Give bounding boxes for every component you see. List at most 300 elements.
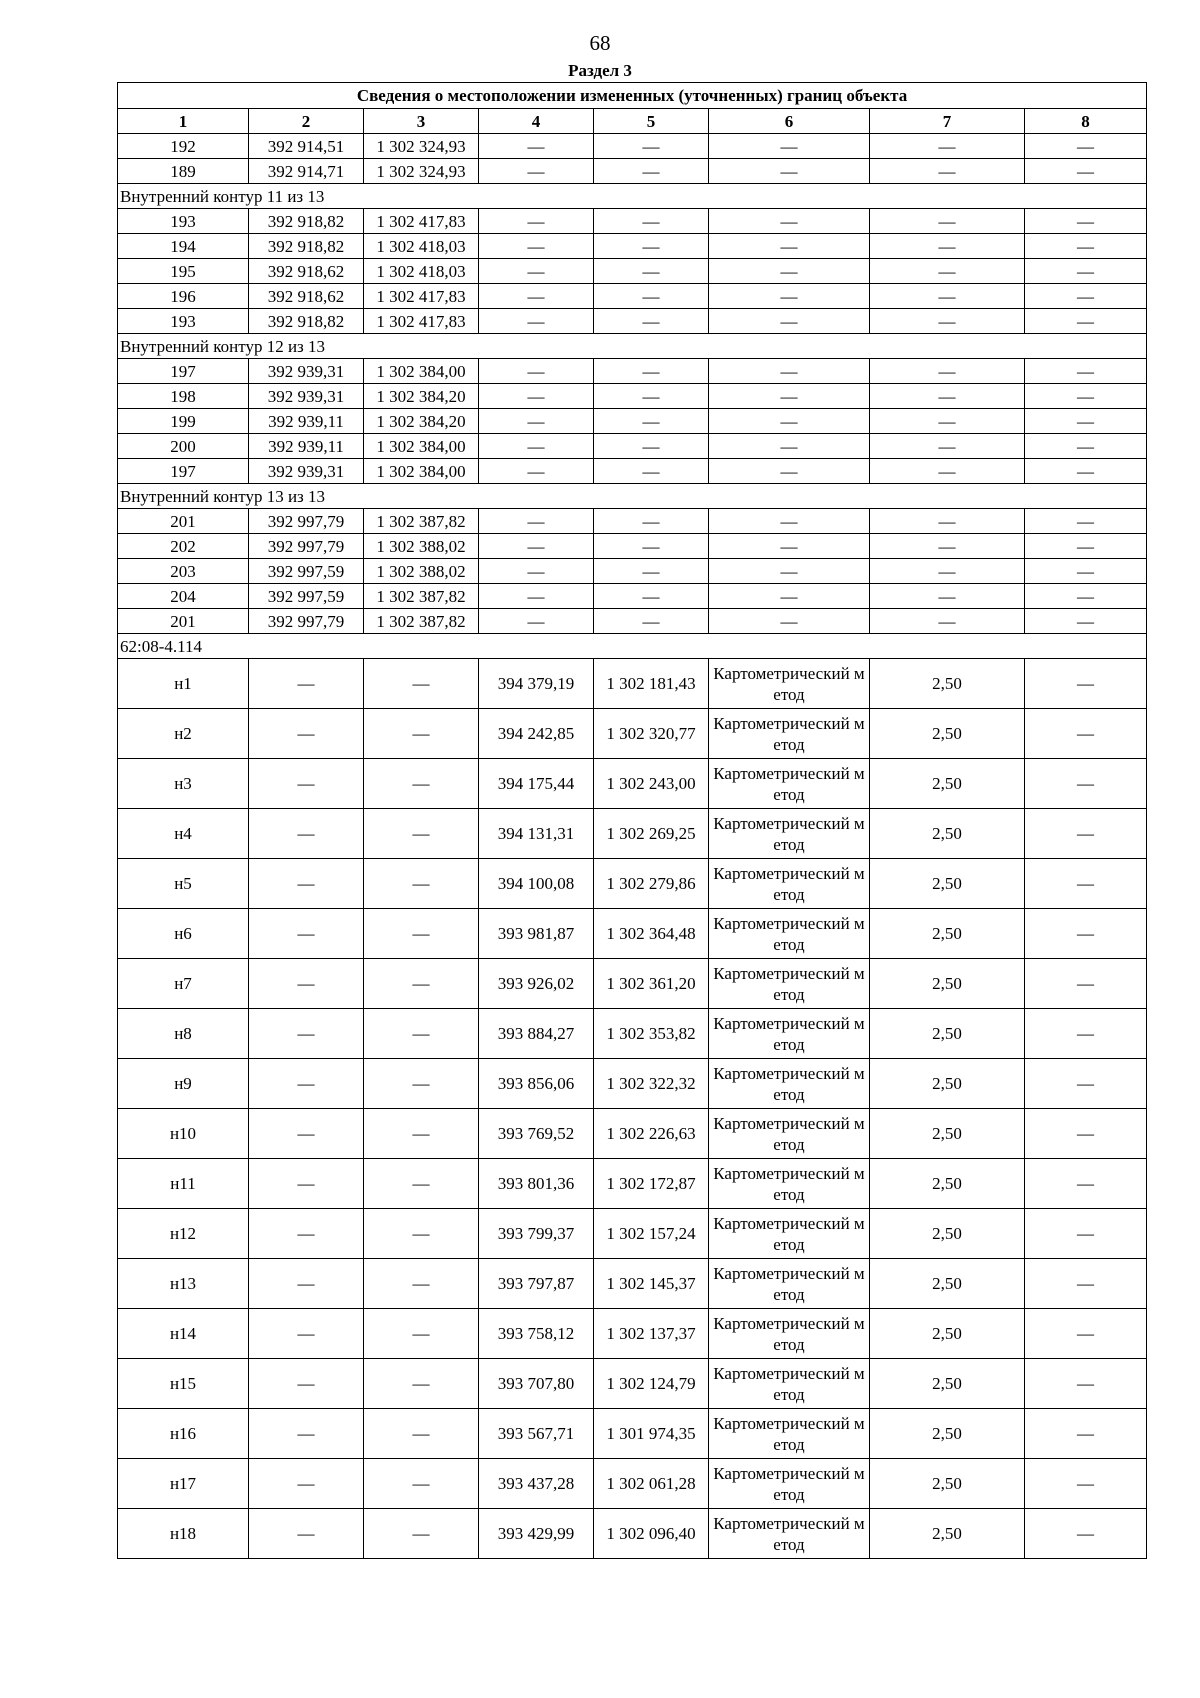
cell-y-existing: 1 302 417,83 (364, 284, 479, 309)
cell-y-new: 1 302 322,32 (594, 1059, 709, 1109)
contour-label: Внутренний контур 13 из 13 (118, 484, 1147, 509)
cell-x-new: 394 379,19 (479, 659, 594, 709)
cell-description: — (1025, 1109, 1147, 1159)
table-row (118, 859, 1147, 909)
cell-y-existing: — (364, 759, 479, 809)
table-row (118, 534, 1147, 559)
cell-x-existing: — (249, 959, 364, 1009)
cell-point-number: 192 (118, 134, 249, 159)
cell-description: — (1025, 384, 1147, 409)
cell-x-existing: — (249, 1359, 364, 1409)
cell-accuracy: — (870, 209, 1025, 234)
contour-group-row (118, 334, 1147, 359)
cell-method: — (709, 559, 870, 584)
cell-y-new: 1 302 157,24 (594, 1209, 709, 1259)
cell-y-new: — (594, 534, 709, 559)
cell-accuracy: — (870, 134, 1025, 159)
column-number-6: 6 (709, 109, 870, 134)
cell-x-new: — (479, 234, 594, 259)
cell-point-number: 197 (118, 359, 249, 384)
cell-y-new: 1 302 096,40 (594, 1509, 709, 1559)
cell-y-new: — (594, 559, 709, 584)
cell-x-new: 393 801,36 (479, 1159, 594, 1209)
cell-x-new: 393 981,87 (479, 909, 594, 959)
cell-accuracy: 2,50 (870, 1309, 1025, 1359)
cell-method: — (709, 159, 870, 184)
cell-accuracy: — (870, 509, 1025, 534)
cell-x-existing: — (249, 859, 364, 909)
cell-y-new: 1 302 364,48 (594, 909, 709, 959)
cell-x-new: 393 797,87 (479, 1259, 594, 1309)
cell-x-existing: — (249, 909, 364, 959)
contour-label: 62:08-4.114 (118, 634, 1147, 659)
cell-method: Картометрический метод (709, 1009, 870, 1059)
cell-point-number: н6 (118, 909, 249, 959)
cell-method: — (709, 234, 870, 259)
cell-y-existing: 1 302 384,20 (364, 409, 479, 434)
cell-x-existing: — (249, 1109, 364, 1159)
cell-x-existing: 392 997,79 (249, 509, 364, 534)
cell-point-number: 201 (118, 509, 249, 534)
table-row (118, 559, 1147, 584)
cell-point-number: 200 (118, 434, 249, 459)
cell-accuracy: 2,50 (870, 1009, 1025, 1059)
cell-method: Картометрический метод (709, 1209, 870, 1259)
cell-point-number: 201 (118, 609, 249, 634)
cell-accuracy: 2,50 (870, 1059, 1025, 1109)
table-row (118, 459, 1147, 484)
cell-y-new: 1 302 181,43 (594, 659, 709, 709)
cell-description: — (1025, 159, 1147, 184)
cell-x-existing: — (249, 709, 364, 759)
cell-accuracy: 2,50 (870, 1409, 1025, 1459)
cell-y-new: 1 302 353,82 (594, 1009, 709, 1059)
cell-x-existing: 392 918,62 (249, 284, 364, 309)
cell-x-new: 393 567,71 (479, 1409, 594, 1459)
table-row (118, 759, 1147, 809)
table-row (118, 584, 1147, 609)
cell-description: — (1025, 609, 1147, 634)
cell-description: — (1025, 134, 1147, 159)
table-row (118, 509, 1147, 534)
cell-description: — (1025, 759, 1147, 809)
cell-description: — (1025, 1259, 1147, 1309)
table-caption: Сведения о местоположении измененных (уточненных) границ объекта (118, 83, 1147, 109)
cell-y-existing: — (364, 1059, 479, 1109)
cell-x-existing: 392 918,62 (249, 259, 364, 284)
cell-y-new: 1 302 124,79 (594, 1359, 709, 1409)
cell-point-number: 196 (118, 284, 249, 309)
cell-x-new: — (479, 159, 594, 184)
table-body (118, 83, 1147, 1559)
cell-method: Картометрический метод (709, 1109, 870, 1159)
cell-description: — (1025, 284, 1147, 309)
cell-accuracy: 2,50 (870, 809, 1025, 859)
cell-description: — (1025, 559, 1147, 584)
cell-method: — (709, 134, 870, 159)
cell-y-new: — (594, 434, 709, 459)
cell-y-existing: — (364, 709, 479, 759)
cell-description: — (1025, 534, 1147, 559)
cell-y-new: — (594, 609, 709, 634)
table-row (118, 909, 1147, 959)
cell-x-existing: 392 939,31 (249, 459, 364, 484)
cell-x-new: — (479, 559, 594, 584)
cell-x-existing: — (249, 1309, 364, 1359)
cell-y-existing: 1 302 384,00 (364, 434, 479, 459)
table-row (118, 134, 1147, 159)
cell-y-new: 1 301 974,35 (594, 1409, 709, 1459)
cell-method: Картометрический метод (709, 1509, 870, 1559)
cell-description: — (1025, 1009, 1147, 1059)
table-row (118, 309, 1147, 334)
cell-x-new: 394 175,44 (479, 759, 594, 809)
cell-y-existing: — (364, 959, 479, 1009)
cell-accuracy: 2,50 (870, 1259, 1025, 1309)
cell-x-new: 393 799,37 (479, 1209, 594, 1259)
cell-method: Картометрический метод (709, 1359, 870, 1409)
cell-accuracy: 2,50 (870, 1459, 1025, 1509)
cell-method: Картометрический метод (709, 1309, 870, 1359)
cell-method: Картометрический метод (709, 1459, 870, 1509)
cell-y-existing: — (364, 1159, 479, 1209)
cell-y-new: — (594, 284, 709, 309)
cell-x-new: 393 437,28 (479, 1459, 594, 1509)
cell-y-existing: 1 302 388,02 (364, 534, 479, 559)
cell-point-number: н15 (118, 1359, 249, 1409)
cell-point-number: 203 (118, 559, 249, 584)
cell-x-new: 394 100,08 (479, 859, 594, 909)
cell-point-number: 204 (118, 584, 249, 609)
cell-y-new: 1 302 361,20 (594, 959, 709, 1009)
cell-y-existing: 1 302 384,00 (364, 459, 479, 484)
cell-point-number: 194 (118, 234, 249, 259)
cell-y-new: — (594, 359, 709, 384)
cell-x-existing: 392 918,82 (249, 209, 364, 234)
cell-point-number: н3 (118, 759, 249, 809)
table-row (118, 1359, 1147, 1409)
table-row (118, 1459, 1147, 1509)
cell-y-new: 1 302 226,63 (594, 1109, 709, 1159)
cell-y-existing: — (364, 909, 479, 959)
cell-method: — (709, 359, 870, 384)
column-number-8: 8 (1025, 109, 1147, 134)
cell-method: — (709, 209, 870, 234)
cell-method: — (709, 259, 870, 284)
cell-x-new: 393 429,99 (479, 1509, 594, 1559)
cell-y-new: 1 302 172,87 (594, 1159, 709, 1209)
cell-x-existing: 392 939,11 (249, 409, 364, 434)
cell-point-number: 189 (118, 159, 249, 184)
section-title: Раздел 3 (568, 61, 632, 80)
cell-description: — (1025, 209, 1147, 234)
cell-description: — (1025, 1159, 1147, 1209)
cell-point-number: н5 (118, 859, 249, 909)
cell-accuracy: — (870, 559, 1025, 584)
column-number-row (118, 109, 1147, 134)
cell-method: Картометрический метод (709, 859, 870, 909)
cell-x-existing: 392 997,79 (249, 534, 364, 559)
cell-x-existing: — (249, 1459, 364, 1509)
cell-x-new: — (479, 509, 594, 534)
table-row (118, 809, 1147, 859)
cell-x-existing: — (249, 1009, 364, 1059)
table-row (118, 434, 1147, 459)
cell-point-number: 199 (118, 409, 249, 434)
cell-x-new: 394 242,85 (479, 709, 594, 759)
cell-y-existing: 1 302 417,83 (364, 309, 479, 334)
table-row (118, 1509, 1147, 1559)
cell-y-new: — (594, 584, 709, 609)
cell-point-number: н1 (118, 659, 249, 709)
table-row (118, 259, 1147, 284)
cell-accuracy: — (870, 234, 1025, 259)
cell-point-number: 195 (118, 259, 249, 284)
cell-method: — (709, 284, 870, 309)
table-row (118, 1209, 1147, 1259)
cell-x-existing: — (249, 759, 364, 809)
cell-point-number: н13 (118, 1259, 249, 1309)
cell-x-new: — (479, 284, 594, 309)
cell-accuracy: — (870, 409, 1025, 434)
cell-y-existing: — (364, 1359, 479, 1409)
table-row (118, 384, 1147, 409)
cell-method: — (709, 509, 870, 534)
cell-y-new: — (594, 509, 709, 534)
cell-y-existing: 1 302 324,93 (364, 159, 479, 184)
cell-x-new: — (479, 409, 594, 434)
cell-x-existing: — (249, 1509, 364, 1559)
cell-accuracy: 2,50 (870, 859, 1025, 909)
cell-x-existing: 392 997,59 (249, 584, 364, 609)
table-row (118, 159, 1147, 184)
cell-method: — (709, 309, 870, 334)
cell-y-new: 1 302 320,77 (594, 709, 709, 759)
cell-description: — (1025, 1359, 1147, 1409)
cell-x-existing: — (249, 1259, 364, 1309)
cell-x-existing: 392 939,31 (249, 384, 364, 409)
cell-method: — (709, 434, 870, 459)
cell-accuracy: 2,50 (870, 759, 1025, 809)
cell-point-number: н10 (118, 1109, 249, 1159)
contour-label: Внутренний контур 12 из 13 (118, 334, 1147, 359)
cell-y-existing: — (364, 659, 479, 709)
cell-x-new: 393 856,06 (479, 1059, 594, 1109)
cell-accuracy: 2,50 (870, 959, 1025, 1009)
cell-x-existing: 392 914,51 (249, 134, 364, 159)
cell-y-existing: — (364, 1509, 479, 1559)
cell-description: — (1025, 1459, 1147, 1509)
cell-accuracy: 2,50 (870, 1109, 1025, 1159)
page-number: 68 (589, 31, 611, 55)
cell-description: — (1025, 509, 1147, 534)
cell-accuracy: — (870, 434, 1025, 459)
table-row (118, 959, 1147, 1009)
cell-x-existing: — (249, 1409, 364, 1459)
cell-x-new: — (479, 609, 594, 634)
cell-y-existing: 1 302 387,82 (364, 609, 479, 634)
cell-y-existing: — (364, 1109, 479, 1159)
cell-y-existing: — (364, 1459, 479, 1509)
cell-description: — (1025, 859, 1147, 909)
cell-description: — (1025, 809, 1147, 859)
cell-accuracy: 2,50 (870, 1359, 1025, 1409)
cell-x-new: 394 131,31 (479, 809, 594, 859)
cell-x-existing: — (249, 1059, 364, 1109)
cell-y-existing: 1 302 417,83 (364, 209, 479, 234)
cell-description: — (1025, 659, 1147, 709)
table-row (118, 409, 1147, 434)
column-number-5: 5 (594, 109, 709, 134)
cell-y-new: — (594, 234, 709, 259)
cell-description: — (1025, 1409, 1147, 1459)
table-row (118, 1009, 1147, 1059)
cell-method: Картометрический метод (709, 759, 870, 809)
cell-y-existing: — (364, 1309, 479, 1359)
cell-description: — (1025, 1509, 1147, 1559)
cell-point-number: н12 (118, 1209, 249, 1259)
cell-point-number: н17 (118, 1459, 249, 1509)
cell-x-existing: 392 997,59 (249, 559, 364, 584)
cell-accuracy: — (870, 259, 1025, 284)
cell-y-new: — (594, 409, 709, 434)
cell-y-new: — (594, 459, 709, 484)
cell-method: Картометрический метод (709, 1159, 870, 1209)
contour-group-row (118, 634, 1147, 659)
cell-y-existing: — (364, 859, 479, 909)
cell-point-number: н4 (118, 809, 249, 859)
cell-point-number: н9 (118, 1059, 249, 1109)
table-row (118, 234, 1147, 259)
cell-description: — (1025, 1059, 1147, 1109)
cell-x-new: — (479, 259, 594, 284)
cell-y-existing: — (364, 1409, 479, 1459)
cell-y-new: 1 302 145,37 (594, 1259, 709, 1309)
column-number-3: 3 (364, 109, 479, 134)
cell-y-new: 1 302 061,28 (594, 1459, 709, 1509)
cell-accuracy: 2,50 (870, 709, 1025, 759)
cell-accuracy: — (870, 609, 1025, 634)
cell-y-existing: 1 302 384,20 (364, 384, 479, 409)
cell-point-number: н8 (118, 1009, 249, 1059)
contour-group-row (118, 484, 1147, 509)
column-number-1: 1 (118, 109, 249, 134)
cell-point-number: н18 (118, 1509, 249, 1559)
cell-point-number: н14 (118, 1309, 249, 1359)
cell-method: Картометрический метод (709, 659, 870, 709)
cell-accuracy: 2,50 (870, 1159, 1025, 1209)
cell-y-existing: 1 302 418,03 (364, 234, 479, 259)
cell-method: Картометрический метод (709, 809, 870, 859)
cell-method: — (709, 409, 870, 434)
table-row (118, 609, 1147, 634)
cell-x-new: — (479, 134, 594, 159)
table-row (118, 284, 1147, 309)
cell-y-new: — (594, 259, 709, 284)
table-row (118, 209, 1147, 234)
cell-description: — (1025, 234, 1147, 259)
cell-point-number: 198 (118, 384, 249, 409)
cell-accuracy: — (870, 284, 1025, 309)
cell-accuracy: 2,50 (870, 1509, 1025, 1559)
cell-x-new: — (479, 534, 594, 559)
cell-description: — (1025, 459, 1147, 484)
cell-y-new: — (594, 159, 709, 184)
boundary-table (117, 82, 1147, 1559)
cell-description: — (1025, 909, 1147, 959)
cell-y-new: — (594, 134, 709, 159)
table-row (118, 709, 1147, 759)
cell-x-existing: — (249, 809, 364, 859)
table-caption-row (118, 83, 1147, 109)
cell-y-existing: 1 302 387,82 (364, 584, 479, 609)
cell-x-new: — (479, 584, 594, 609)
cell-y-existing: 1 302 388,02 (364, 559, 479, 584)
cell-y-existing: 1 302 324,93 (364, 134, 479, 159)
cell-description: — (1025, 584, 1147, 609)
cell-accuracy: — (870, 534, 1025, 559)
cell-x-existing: — (249, 659, 364, 709)
cell-y-new: — (594, 309, 709, 334)
cell-x-new: 393 758,12 (479, 1309, 594, 1359)
cell-description: — (1025, 409, 1147, 434)
cell-x-existing: 392 997,79 (249, 609, 364, 634)
cell-x-existing: 392 939,11 (249, 434, 364, 459)
table-row (118, 1059, 1147, 1109)
cell-x-existing: 392 939,31 (249, 359, 364, 384)
cell-point-number: 202 (118, 534, 249, 559)
cell-x-new: — (479, 309, 594, 334)
cell-y-existing: 1 302 418,03 (364, 259, 479, 284)
cell-y-existing: — (364, 809, 479, 859)
cell-description: — (1025, 1309, 1147, 1359)
cell-accuracy: — (870, 159, 1025, 184)
cell-method: — (709, 534, 870, 559)
cell-y-new: 1 302 279,86 (594, 859, 709, 909)
cell-description: — (1025, 709, 1147, 759)
cell-accuracy: — (870, 584, 1025, 609)
cell-y-new: — (594, 384, 709, 409)
cell-method: — (709, 459, 870, 484)
cell-method: Картометрический метод (709, 709, 870, 759)
table-row (118, 359, 1147, 384)
cell-x-new: — (479, 459, 594, 484)
cell-description: — (1025, 959, 1147, 1009)
cell-y-existing: — (364, 1209, 479, 1259)
cell-description: — (1025, 259, 1147, 284)
table-row (118, 1109, 1147, 1159)
table-row (118, 1309, 1147, 1359)
cell-x-new: 393 926,02 (479, 959, 594, 1009)
cell-x-new: 393 884,27 (479, 1009, 594, 1059)
cell-y-existing: — (364, 1259, 479, 1309)
cell-point-number: н7 (118, 959, 249, 1009)
column-number-4: 4 (479, 109, 594, 134)
table-row (118, 1159, 1147, 1209)
cell-y-new: 1 302 137,37 (594, 1309, 709, 1359)
cell-x-new: — (479, 209, 594, 234)
contour-label: Внутренний контур 11 из 13 (118, 184, 1147, 209)
cell-accuracy: 2,50 (870, 1209, 1025, 1259)
column-number-2: 2 (249, 109, 364, 134)
cell-x-new: 393 769,52 (479, 1109, 594, 1159)
cell-y-existing: — (364, 1009, 479, 1059)
cell-x-existing: 392 914,71 (249, 159, 364, 184)
cell-method: — (709, 584, 870, 609)
cell-method: Картометрический метод (709, 909, 870, 959)
cell-accuracy: — (870, 309, 1025, 334)
cell-x-new: — (479, 359, 594, 384)
